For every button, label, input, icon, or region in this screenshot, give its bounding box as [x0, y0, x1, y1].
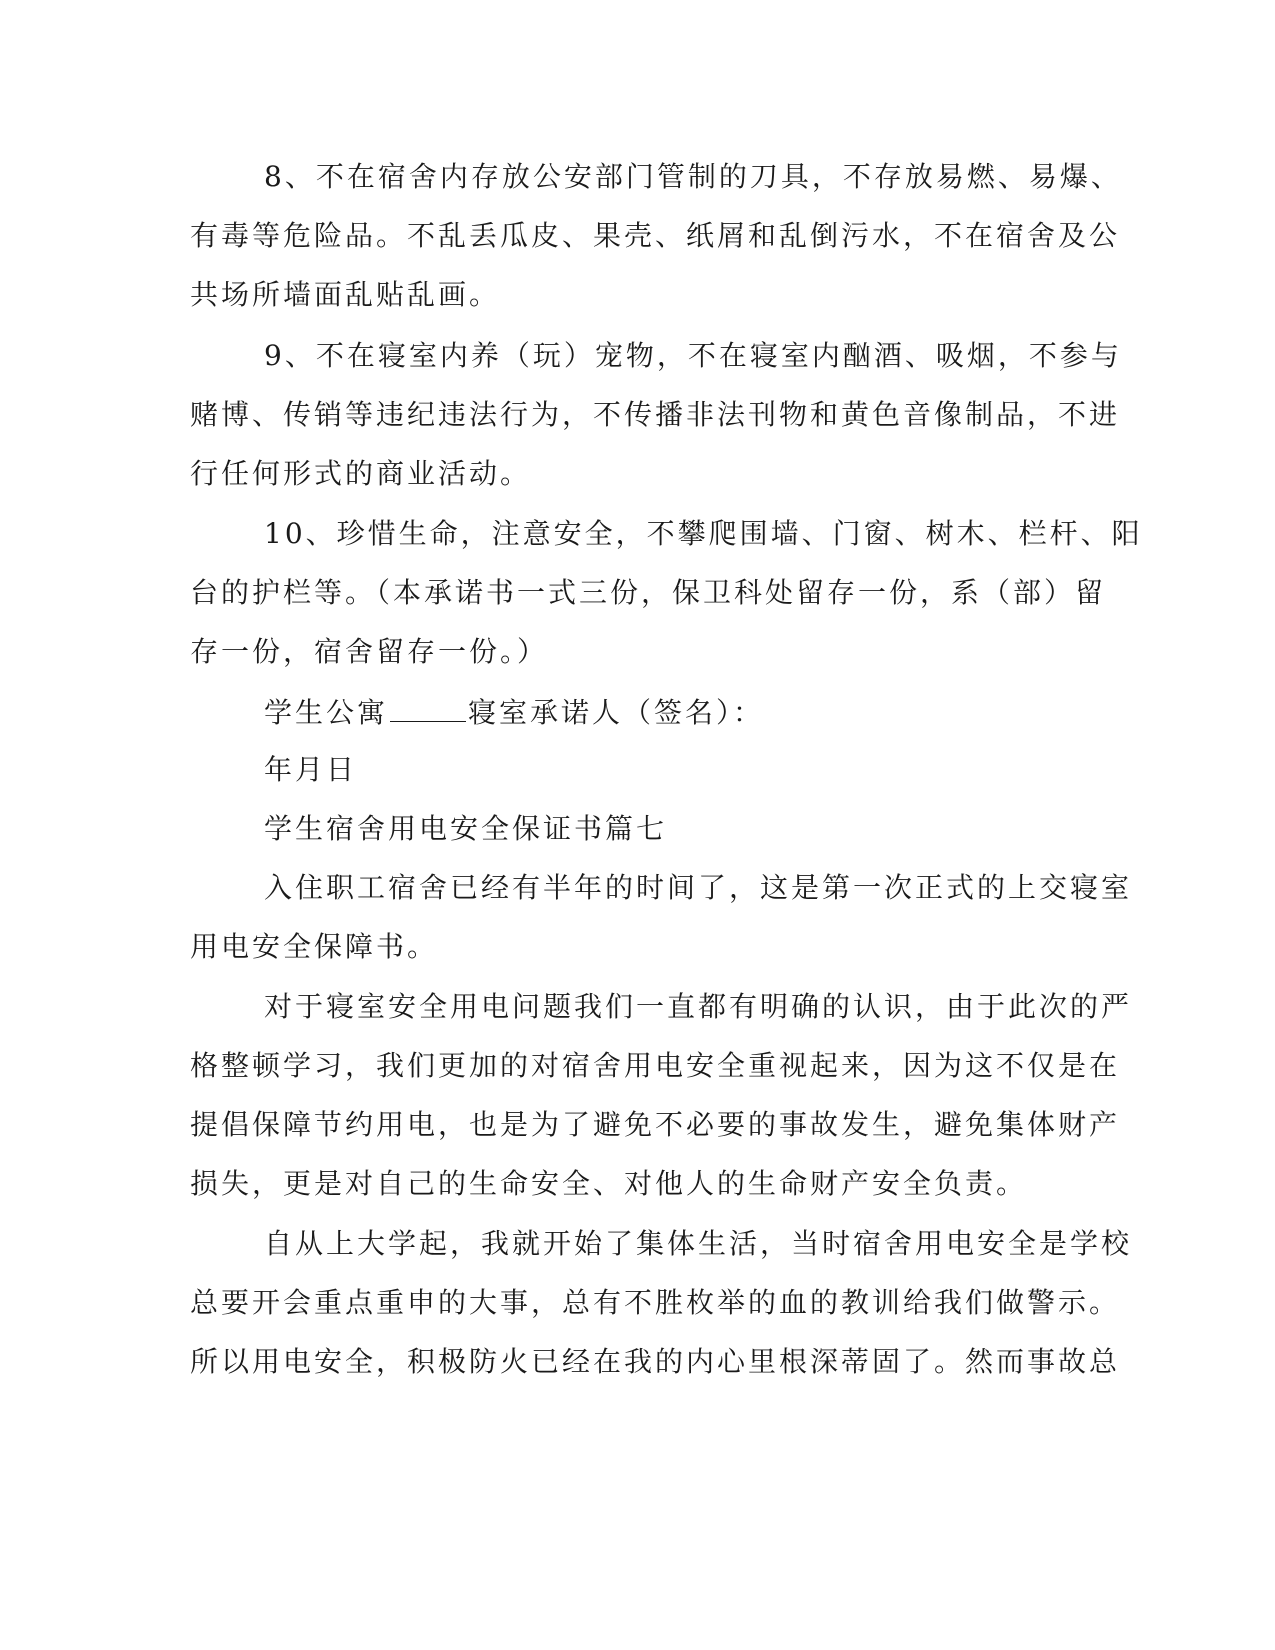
item-9-line-3: 行任何形式的商业活动。 [190, 457, 532, 490]
college-line-3: 所以用电安全，积极防火已经在我的内心里根深蒂固了。然而事故总 [190, 1345, 1121, 1378]
date-line: 年月日 [264, 753, 358, 786]
signature-prefix: 学生公寓 [264, 696, 389, 729]
item-10-line-3: 存一份，宿舍留存一份。） [190, 635, 549, 668]
item-8-line-1: 8、不在宿舍内存放公安部门管制的刀具，不存放易燃、易爆、 [264, 160, 1122, 193]
room-number-blank[interactable] [390, 691, 466, 722]
awareness-line-3: 提倡保障节约用电，也是为了避免不必要的事故发生，避免集体财产 [190, 1108, 1121, 1141]
item-10-line-2: 台的护栏等。（本承诺书一式三份，保卫科处留存一份，系（部）留 [190, 576, 1107, 609]
awareness-line-1: 对于寝室安全用电问题我们一直都有明确的认识，由于此次的严 [264, 990, 1133, 1023]
intro-line-1: 入住职工宿舍已经有半年的时间了，这是第一次正式的上交寝室 [264, 871, 1133, 904]
college-line-1: 自从上大学起，我就开始了集体生活，当时宿舍用电安全是学校 [264, 1227, 1133, 1260]
college-line-2: 总要开会重点重申的大事，总有不胜枚举的血的教训给我们做警示。 [190, 1286, 1121, 1319]
section-heading: 学生宿舍用电安全保证书篇七 [264, 812, 668, 845]
signature-line [264, 691, 764, 731]
awareness-line-4: 损失，更是对自己的生命安全、对他人的生命财产安全负责。 [190, 1167, 1028, 1200]
signature-suffix: 寝室承诺人（签名）： [468, 696, 765, 729]
awareness-line-2: 格整顿学习，我们更加的对宿舍用电安全重视起来，因为这不仅是在 [190, 1049, 1121, 1082]
item-10-line-1: 10、珍惜生命，注意安全，不攀爬围墙、门窗、树木、栏杆、阳 [264, 517, 1143, 550]
item-9-line-2: 赌博、传销等违纪违法行为，不传播非法刊物和黄色音像制品，不进 [190, 398, 1121, 431]
item-8-line-2: 有毒等危险品。不乱丢瓜皮、果壳、纸屑和乱倒污水，不在宿舍及公 [190, 219, 1121, 252]
item-9-line-1: 9、不在寝室内养（玩）宠物，不在寝室内酗酒、吸烟，不参与 [264, 339, 1122, 372]
item-8-line-3: 共场所墙面乱贴乱画。 [190, 278, 501, 311]
intro-line-2: 用电安全保障书。 [190, 930, 439, 963]
